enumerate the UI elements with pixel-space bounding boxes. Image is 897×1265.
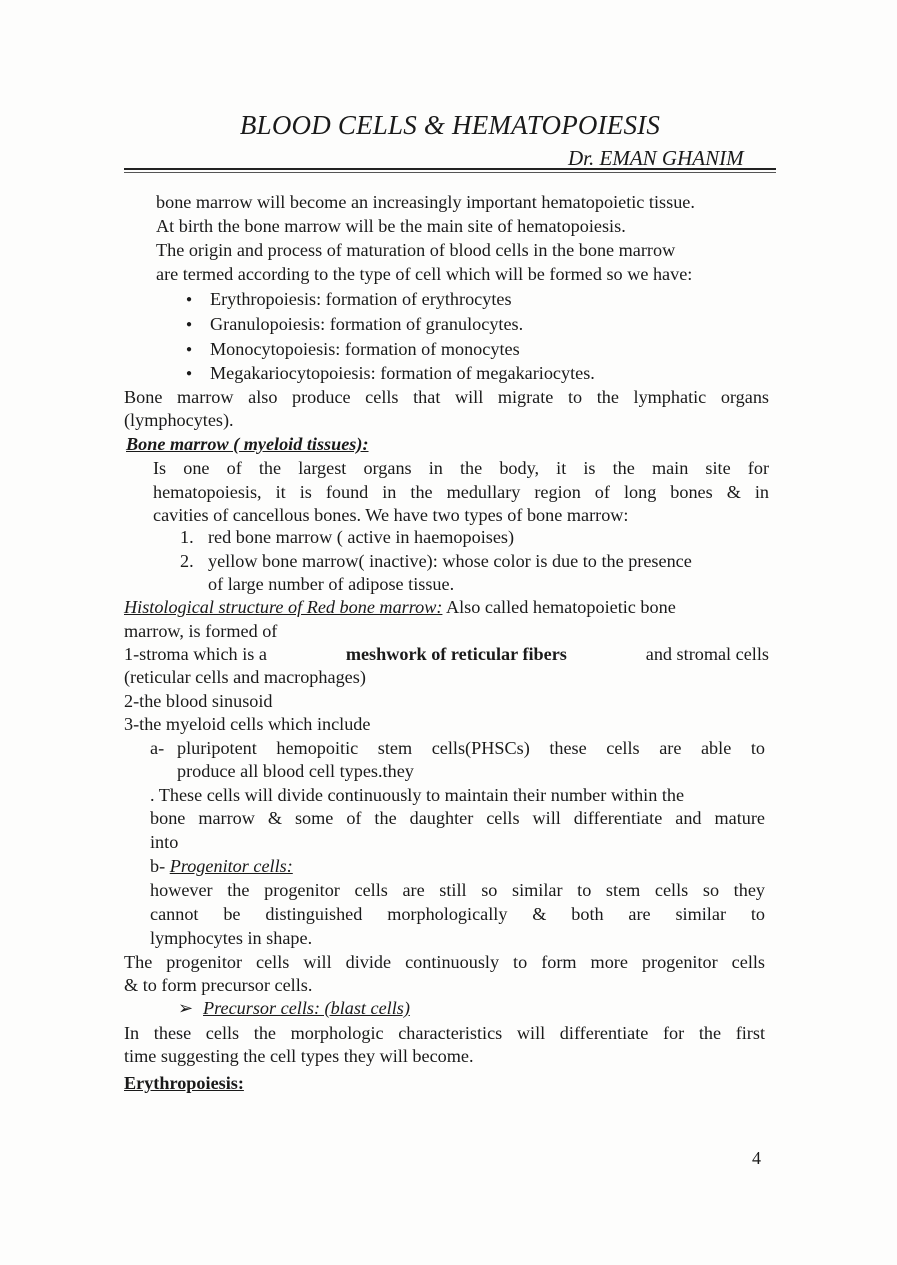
body-line: & to form precursor cells. — [124, 975, 313, 995]
body-line: (lymphocytes). — [124, 410, 234, 430]
body-line: bone marrow will become an increasingly important hematopoietic tissue. — [156, 192, 695, 212]
body-line: lymphocytes in shape. — [150, 928, 313, 948]
page-number: 4 — [752, 1148, 761, 1168]
body-line: 3-the myeloid cells which include — [124, 714, 371, 734]
stroma-line — [124, 643, 769, 665]
list-number: 2. — [180, 551, 194, 571]
section-heading-histology: Histological structure of Red bone marrow: — [124, 597, 443, 617]
body-line: cavities of cancellous bones. We have two types of bone marrow: — [153, 505, 629, 525]
body-line: Is one of the largest organs in the body, it is the main site for — [153, 458, 769, 478]
body-text: and stromal cells — [645, 644, 769, 664]
bullet-item: ● Monocytopoiesis: formation of monocytes — [210, 338, 520, 360]
section-heading-precursor: Precursor cells: (blast cells) — [203, 998, 410, 1018]
body-text: 1-stroma which is a — [124, 644, 267, 664]
body-text: Also called hematopoietic bone — [442, 597, 676, 617]
body-line: Bone marrow also produce cells that will migrate to the lymphatic organs — [124, 387, 769, 407]
list-letter: b- — [150, 856, 166, 876]
body-line: cannot be distinguished morphologically & both are similar to — [150, 904, 765, 924]
body-line: bone marrow & some of the daughter cells will differentiate and mature — [150, 808, 765, 828]
numbered-item: yellow bone marrow( inactive): whose color is due to the presence — [208, 551, 692, 571]
body-line: into — [150, 832, 179, 852]
body-line: marrow, is formed of — [124, 621, 278, 641]
body-line: time suggesting the cell types they will become. — [124, 1046, 474, 1066]
body-line: hematopoiesis, it is found in the medullary region of long bones & in — [153, 482, 769, 502]
bold-term: meshwork of reticular fibers — [345, 644, 567, 664]
body-line: are termed according to the type of cell which will be formed so we have: — [156, 264, 693, 284]
body-line: (reticular cells and macrophages) — [124, 667, 366, 687]
body-line: The progenitor cells will divide continuously to form more progenitor cells — [124, 952, 765, 972]
lettered-item-continued: produce all blood cell types.they — [177, 761, 414, 781]
lettered-item: pluripotent hemopoitic stem cells(PHSCs) these cells are able to — [177, 738, 765, 758]
section-heading-progenitor: Progenitor cells: — [169, 856, 293, 876]
page-title: BLOOD CELLS & HEMATOPOIESIS — [239, 110, 661, 140]
body-line: The origin and process of maturation of blood cells in the bone marrow — [156, 240, 676, 260]
section-heading-bone-marrow: Bone marrow ( myeloid tissues): — [126, 434, 369, 454]
body-line: In these cells the morphologic characteristics will differentiate for the first — [124, 1023, 765, 1043]
body-line: At birth the bone marrow will be the main site of hematopoiesis. — [156, 216, 626, 236]
numbered-item-continued: of large number of adipose tissue. — [208, 574, 455, 594]
author-name: Dr. EMAN GHANIM — [568, 146, 744, 170]
body-line: 2-the blood sinusoid — [124, 691, 273, 711]
bullet-item: ● Granulopoiesis: formation of granulocytes. — [210, 313, 523, 335]
numbered-item: red bone marrow ( active in haemopoises) — [208, 527, 515, 547]
body-line: . These cells will divide continuously to maintain their number within the — [150, 785, 685, 805]
bullet-item: ● Megakariocytopoiesis: formation of megakariocytes. — [210, 362, 595, 384]
header-rule-thin — [124, 172, 776, 173]
bullet-item: ● Erythropoiesis: formation of erythrocytes — [210, 288, 512, 310]
section-heading-erythropoiesis: Erythropoiesis: — [124, 1073, 244, 1093]
progenitor-heading-line — [150, 855, 293, 877]
list-letter: a- — [150, 738, 165, 758]
header-rule — [124, 168, 776, 170]
arrow-bullet-icon: ➢ — [178, 998, 194, 1018]
body-line: however the progenitor cells are still so similar to stem cells so they — [150, 880, 765, 900]
list-number: 1. — [180, 527, 194, 547]
histology-line — [124, 596, 676, 618]
